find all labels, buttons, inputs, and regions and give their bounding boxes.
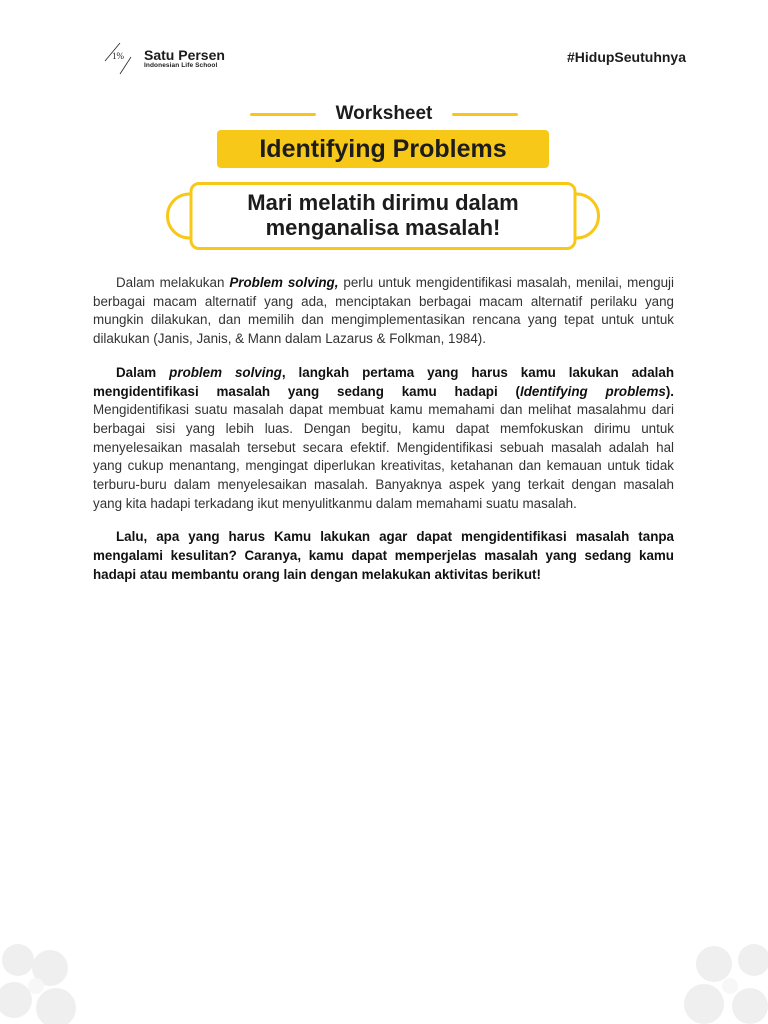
logo-percent: 1% <box>112 51 124 61</box>
hashtag: #HidupSeutuhnya <box>566 49 686 65</box>
p2-text-e: ). <box>665 383 675 399</box>
subtitle-banner <box>166 182 600 250</box>
p2-term-identifying-problems: Identifying problems <box>520 383 666 399</box>
page-title: Identifying Problems <box>259 134 507 163</box>
p1-text-c: perlu untuk mengidentifikasi masalah, menilai, menguji berbagai macam alternatif yang ada, menciptakan berbagai macam alternatif perilaku yang mungkin dilakukan, dan memilih dan mengimplementasikan rencana yang tepat untuk untuk dilakukan (Janis, Janis, & Mann dalam Lazarus & Folkman, 1984). <box>93 275 674 347</box>
p2-text-c: , langkah pertama yang harus kamu lakukan adalah mengidentifikasi masalah yang sedang kamu hadapi ( <box>93 364 675 399</box>
paragraph-3 <box>93 528 674 584</box>
flower-decoration-icon-left <box>0 942 84 1024</box>
worksheet-label: Worksheet <box>335 103 433 124</box>
satu-persen-logo <box>104 41 225 77</box>
divider-left <box>250 113 316 116</box>
logo-tagline: Indonesian Life School <box>144 62 218 70</box>
worksheet-heading <box>0 103 768 125</box>
p1-term-problem-solving: Problem solving, <box>229 275 339 290</box>
p1-text-a: Dalam melakukan <box>116 275 230 290</box>
paragraph-1 <box>93 274 674 349</box>
p2-text-f: Mengidentifikasi suatu masalah dapat membuat kamu memahami dan melihat masalahmu dari berbagai sisi yang lebih luas. Dengan begitu, kamu dapat memfokuskan dirimu untuk menyelesaikan masalah tersebut secara efektif. Mengidentifikasi sebuah masalah adalah hal yang cukup menantang, mengingat diperlukan kreativitas, ketahanan dan kemauan untuk tidak terburu-buru dalam menyelesaikan masalah. Banyaknya aspek yang terkait dengan masalah yang kita hadapi terkadang ikut menyulitkanmu dalam memahami suatu masalah. <box>93 402 674 511</box>
body-text <box>93 274 674 600</box>
p2-term-problem-solving: problem solving <box>169 364 282 380</box>
logo-name: Satu Persen <box>144 47 225 64</box>
banner-line-1: Mari melatih dirimu dalam <box>247 190 519 215</box>
divider-right <box>452 113 518 116</box>
p3-text: Lalu, apa yang harus Kamu lakukan agar dapat mengidentifikasi masalah tanpa mengalami kesulitan? Caranya, kamu dapat memperjelas masalah yang sedang kamu hadapi atau membantu orang lain dengan melakukan aktivitas berikut! <box>93 529 674 582</box>
logo-mark-icon <box>104 41 140 77</box>
title-badge <box>217 130 549 168</box>
paragraph-2 <box>93 364 674 514</box>
banner-line-2: menganalisa masalah! <box>265 215 501 240</box>
p2-text-a: Dalam <box>116 364 170 380</box>
flower-decoration-icon-right <box>684 944 768 1024</box>
